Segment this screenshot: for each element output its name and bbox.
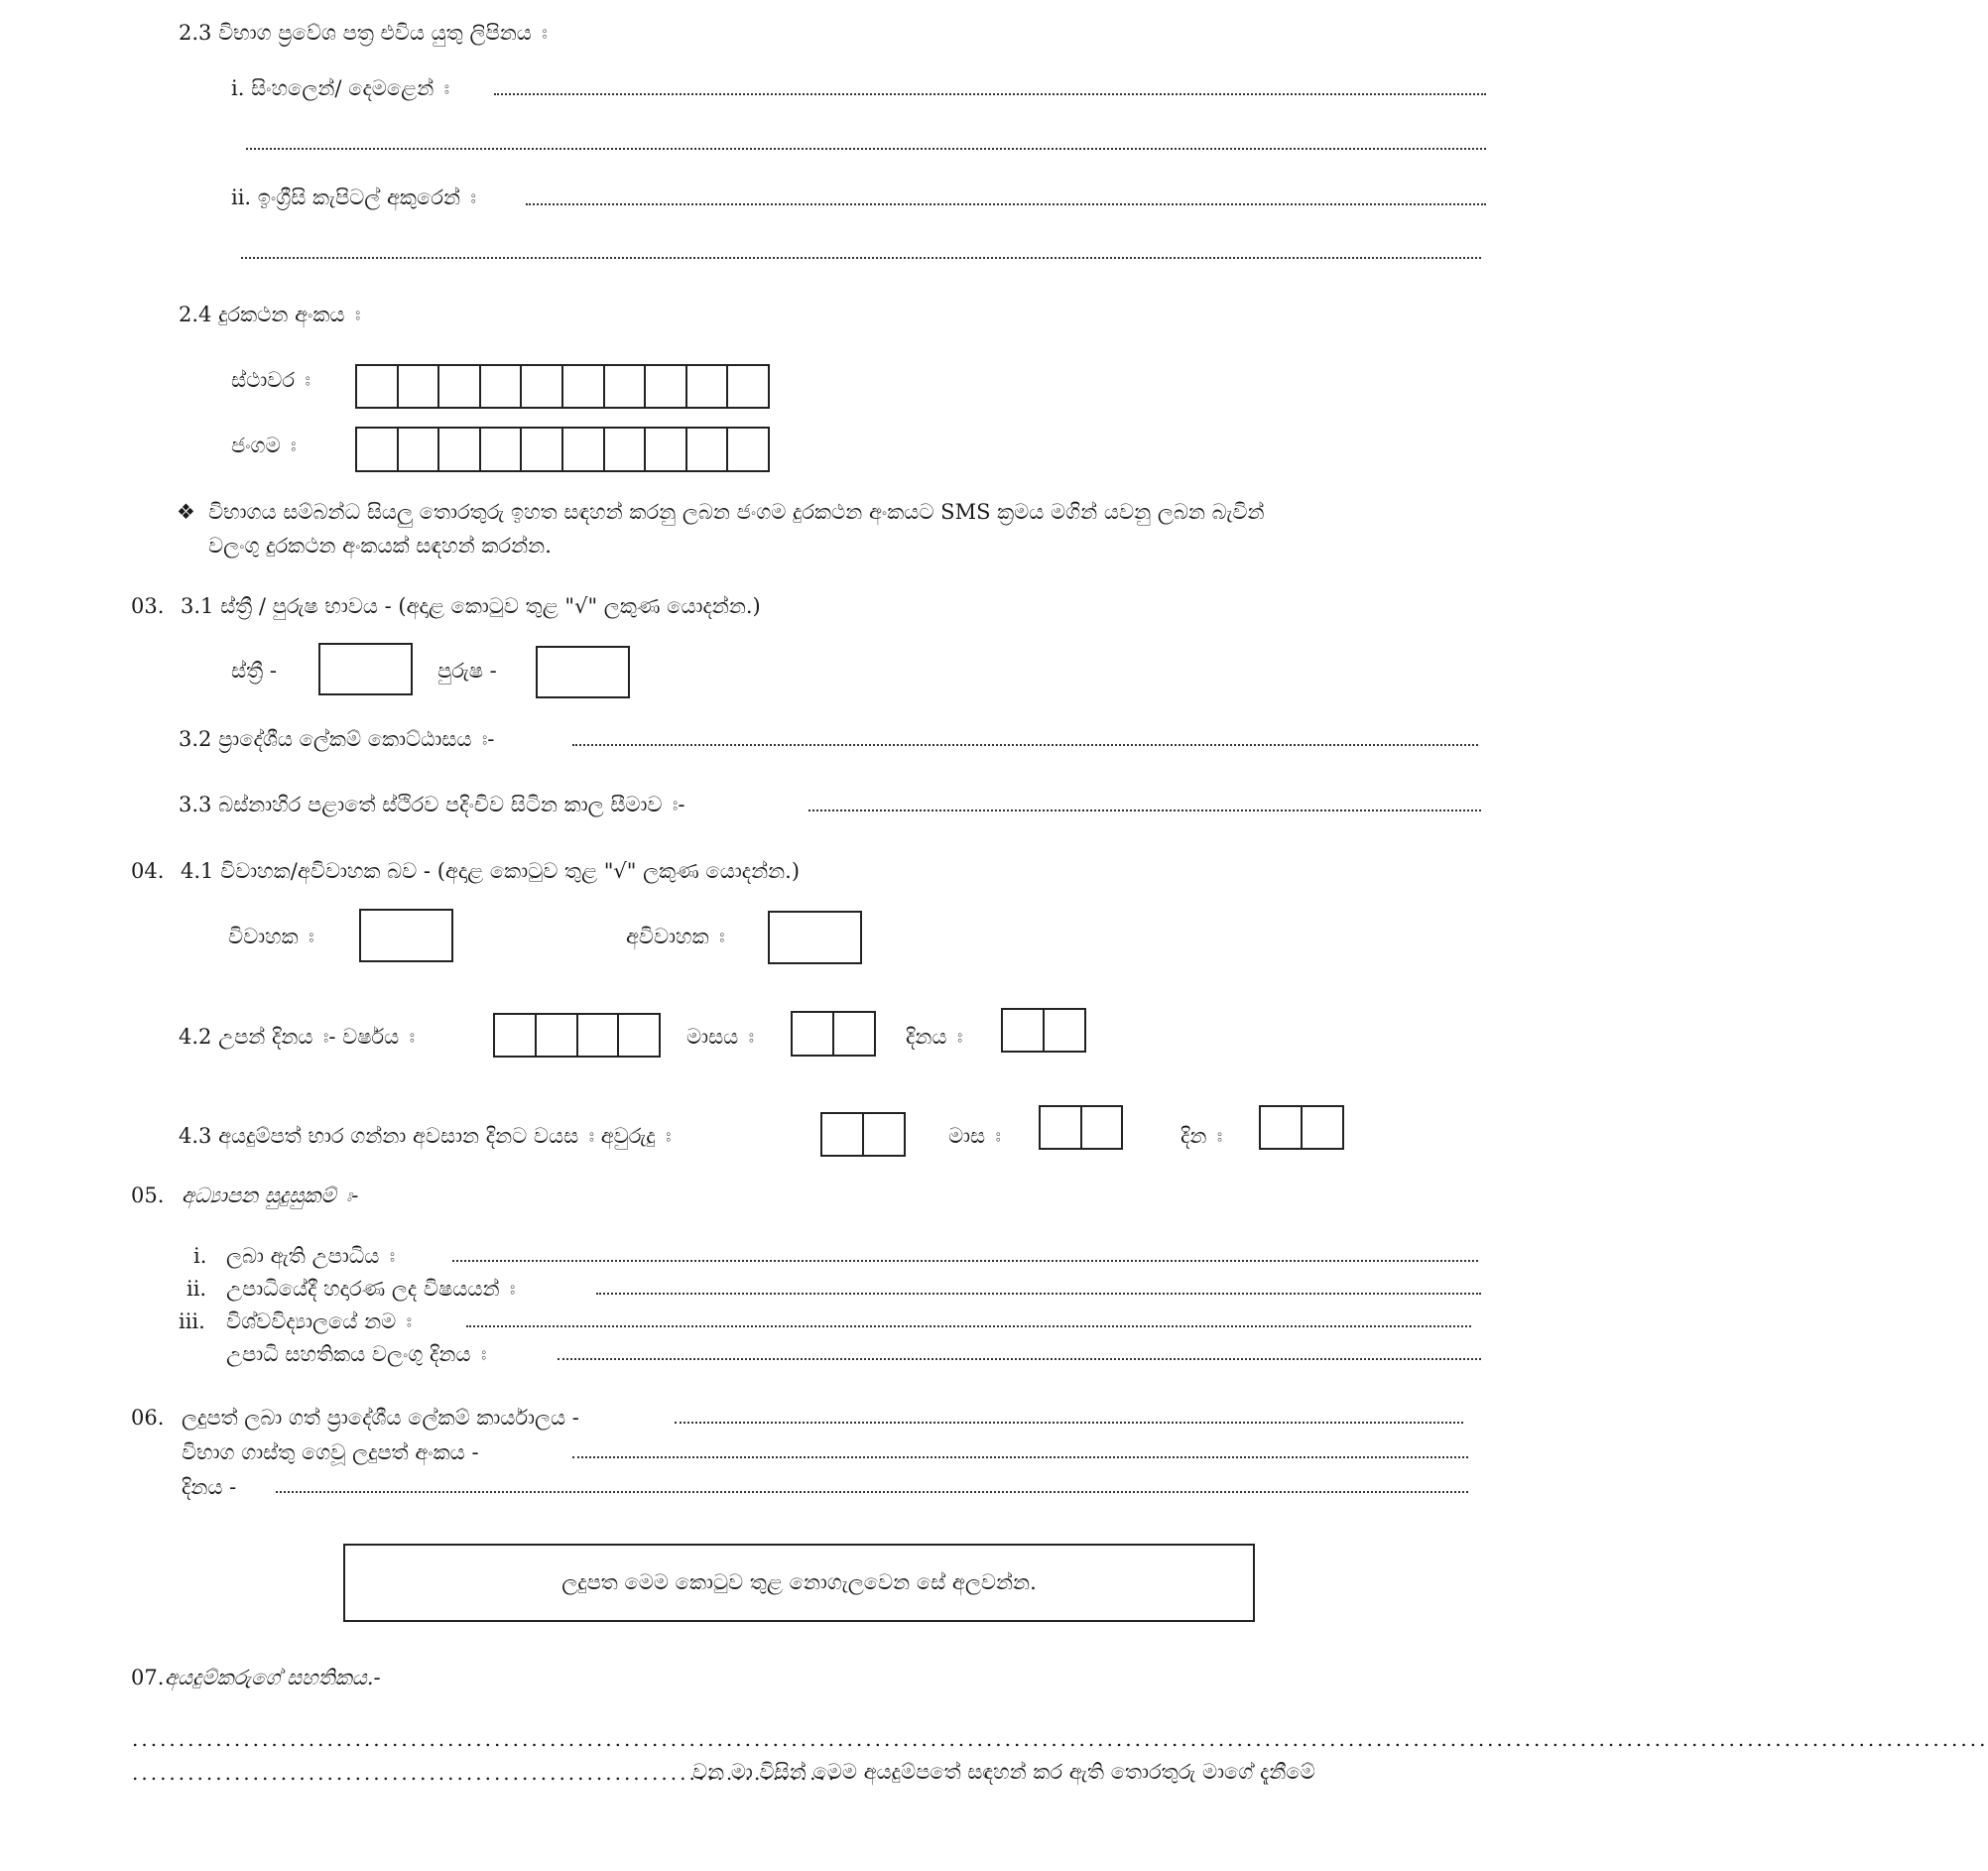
phone-digit-box[interactable] — [646, 366, 687, 407]
phone-digit-box[interactable] — [646, 429, 687, 470]
section-3-number: 03. — [131, 594, 165, 618]
applicant-declaration-text: වන මා විසින් මෙම අයදුම්පතේ සඳහන් කර ඇති තොරතුරු මාගේ දැනීමේ — [692, 1760, 1315, 1784]
note-bullet-icon: ❖ — [177, 500, 195, 524]
receipt-date-label: දිනය - — [182, 1475, 237, 1499]
section-5-number: 05. — [131, 1184, 165, 1207]
divisional-secretariat-label: 3.2 ප්‍රාදේශීය ලේකම් කොට්ඨාසය ඃ- — [179, 727, 495, 751]
certificate-valid-date-label: උපාධි සහතිකය වලංගු දිනය ඃ — [226, 1342, 487, 1366]
phone-digit-box[interactable] — [728, 429, 768, 470]
education-item-2-number: ii. — [186, 1277, 207, 1301]
phone-digit-box[interactable] — [522, 366, 563, 407]
phone-digit-box[interactable] — [728, 366, 768, 407]
phone-digit-box[interactable] — [439, 366, 481, 407]
degree-subjects-label: උපාධියේදී හදාරණ ලද විෂයයන් ඃ — [226, 1277, 516, 1301]
residence-period-label: 3.3 බස්නාහිර පළාතේ ස්ථිරව පදිංචිව සිටින කාල සීමාව ඃ- — [179, 793, 685, 816]
section-4-number: 04. — [131, 859, 165, 883]
residence-period-field[interactable] — [808, 810, 1481, 811]
male-label: පුරුෂ - — [437, 659, 497, 683]
sms-note-line-2: වලංගු දුරකථන අංකයක් සඳහන් කරන්න. — [208, 534, 552, 558]
receipt-date-field[interactable] — [276, 1491, 1468, 1493]
address-english-line-1[interactable] — [526, 203, 1486, 205]
unmarried-checkbox[interactable] — [768, 911, 862, 964]
mobile-number-boxes[interactable] — [355, 427, 770, 472]
male-checkbox[interactable] — [536, 646, 630, 698]
degree-obtained-label: ලබා ඇති උපාධිය ඃ — [226, 1244, 396, 1268]
degree-obtained-field[interactable] — [452, 1260, 1478, 1262]
section-2-4-title: 2.4 දුරකථන අංකය ඃ — [179, 303, 361, 326]
landline-label: ස්ථාවර ඃ — [231, 368, 311, 392]
address-sinhala-line-1[interactable] — [494, 93, 1486, 95]
mobile-label: ජංගම ඃ — [231, 434, 297, 457]
birth-year-boxes[interactable] — [493, 1013, 661, 1058]
age-months-boxes[interactable] — [1039, 1105, 1123, 1150]
section-2-3-title: 2.3 විභාග ප්‍රවේශ පත්‍ර එවිය යුතු ලිපිනය ඃ — [179, 21, 548, 45]
education-item-1-number: i. — [193, 1244, 207, 1268]
section-6-number: 06. — [131, 1406, 165, 1430]
address-english-label: ii. ඉංග්‍රීසි කැපිටල් අකුරෙන් ඃ — [231, 186, 476, 209]
birth-date-label: 4.2 උපන් දිනය ඃ- වර්ෂය ඃ — [179, 1025, 416, 1049]
sms-note-line-1: විභාගය සම්බන්ධ සියලු තොරතුරු ඉහත සඳහන් කරනු ලබන ජංගම දුරකථන අංකයට SMS ක්‍රමය මගින් යවනු ලබන බැවින් — [208, 500, 1265, 524]
unmarried-label: අවිවාහක ඃ — [626, 925, 725, 948]
section-7-number: 07. — [131, 1666, 165, 1689]
birth-month-boxes[interactable] — [791, 1011, 876, 1057]
phone-digit-box[interactable] — [439, 429, 481, 470]
address-english-line-2[interactable] — [241, 257, 1481, 259]
female-label: ස්ත්‍රී - — [231, 659, 277, 683]
married-checkbox[interactable] — [359, 909, 453, 962]
phone-digit-box[interactable] — [522, 429, 563, 470]
education-title: අධ්‍යාපන සුදුසුකම් ඃ- — [182, 1184, 359, 1207]
phone-digit-box[interactable] — [357, 429, 399, 470]
address-sinhala-label: i. සිංහලෙන්/ දෙමළෙන් ඃ — [231, 76, 450, 100]
landline-number-boxes[interactable] — [355, 364, 770, 409]
receipt-number-label: විභාග ගාස්තු ගෙවූ ලදුපත් අංකය - — [182, 1440, 479, 1464]
phone-digit-box[interactable] — [481, 366, 523, 407]
birth-day-boxes[interactable] — [1001, 1008, 1086, 1053]
phone-digit-box[interactable] — [687, 429, 729, 470]
receipt-number-field[interactable] — [572, 1456, 1468, 1458]
birth-month-label: මාසය ඃ — [686, 1025, 755, 1049]
university-name-field[interactable] — [466, 1325, 1471, 1327]
phone-digit-box[interactable] — [399, 429, 440, 470]
applicant-name-line-1[interactable]: ........................................................................................................................................................................................................ — [132, 1727, 1988, 1751]
age-at-closing-label: 4.3 අයදුම්පත් භාර ගන්නා අවසාන දිනට වයස ඃ අවුරුදු ඃ — [179, 1124, 672, 1148]
receipt-paste-box[interactable] — [343, 1544, 1255, 1622]
birth-day-label: දිනය ඃ — [906, 1025, 963, 1049]
phone-digit-box[interactable] — [399, 366, 440, 407]
female-checkbox[interactable] — [318, 643, 413, 695]
phone-digit-box[interactable] — [563, 429, 605, 470]
gender-question: 3.1 ස්ත්‍රී / පුරුෂ භාවය - (අදාළ කොටුව තුළ "√" ලකුණ යොදන්න.) — [181, 594, 761, 618]
age-years-boxes[interactable] — [820, 1112, 906, 1157]
address-sinhala-line-2[interactable] — [246, 148, 1486, 150]
phone-digit-box[interactable] — [481, 429, 523, 470]
university-name-label: විශ්වවිද්‍යාලයේ නම ඃ — [226, 1310, 413, 1333]
applicant-certificate-title: අයදුම්කරුගේ සහතිකය.- — [165, 1666, 381, 1689]
phone-digit-box[interactable] — [605, 429, 647, 470]
certificate-valid-date-field[interactable] — [558, 1358, 1481, 1360]
age-months-label: මාස ඃ — [948, 1124, 1001, 1148]
married-label: විවාහක ඃ — [228, 925, 314, 948]
education-item-3-number: iii. — [179, 1310, 205, 1333]
receipt-paste-instruction: ලදුපත මෙම කොටුව තුළ නොගැලවෙන සේ අලවන්න. — [561, 1570, 1037, 1594]
phone-digit-box[interactable] — [563, 366, 605, 407]
receipt-office-label: ලදුපත් ලබා ගත් ප්‍රාදේශීය ලේකම් කාර්යාලය - — [182, 1406, 579, 1430]
degree-subjects-field[interactable] — [596, 1293, 1481, 1295]
divisional-secretariat-field[interactable] — [572, 744, 1478, 746]
phone-digit-box[interactable] — [687, 366, 729, 407]
receipt-office-field[interactable] — [675, 1422, 1463, 1424]
age-days-label: දින ඃ — [1180, 1124, 1223, 1148]
marital-status-question: 4.1 විවාහක/අවිවාහක බව - (අදාළ කොටුව තුළ "√" ලකුණ යොදන්න.) — [181, 859, 801, 883]
phone-digit-box[interactable] — [605, 366, 647, 407]
applicant-name-line-2[interactable]: ............................................................................ — [132, 1761, 838, 1785]
phone-digit-box[interactable] — [357, 366, 399, 407]
age-days-boxes[interactable] — [1259, 1105, 1344, 1150]
